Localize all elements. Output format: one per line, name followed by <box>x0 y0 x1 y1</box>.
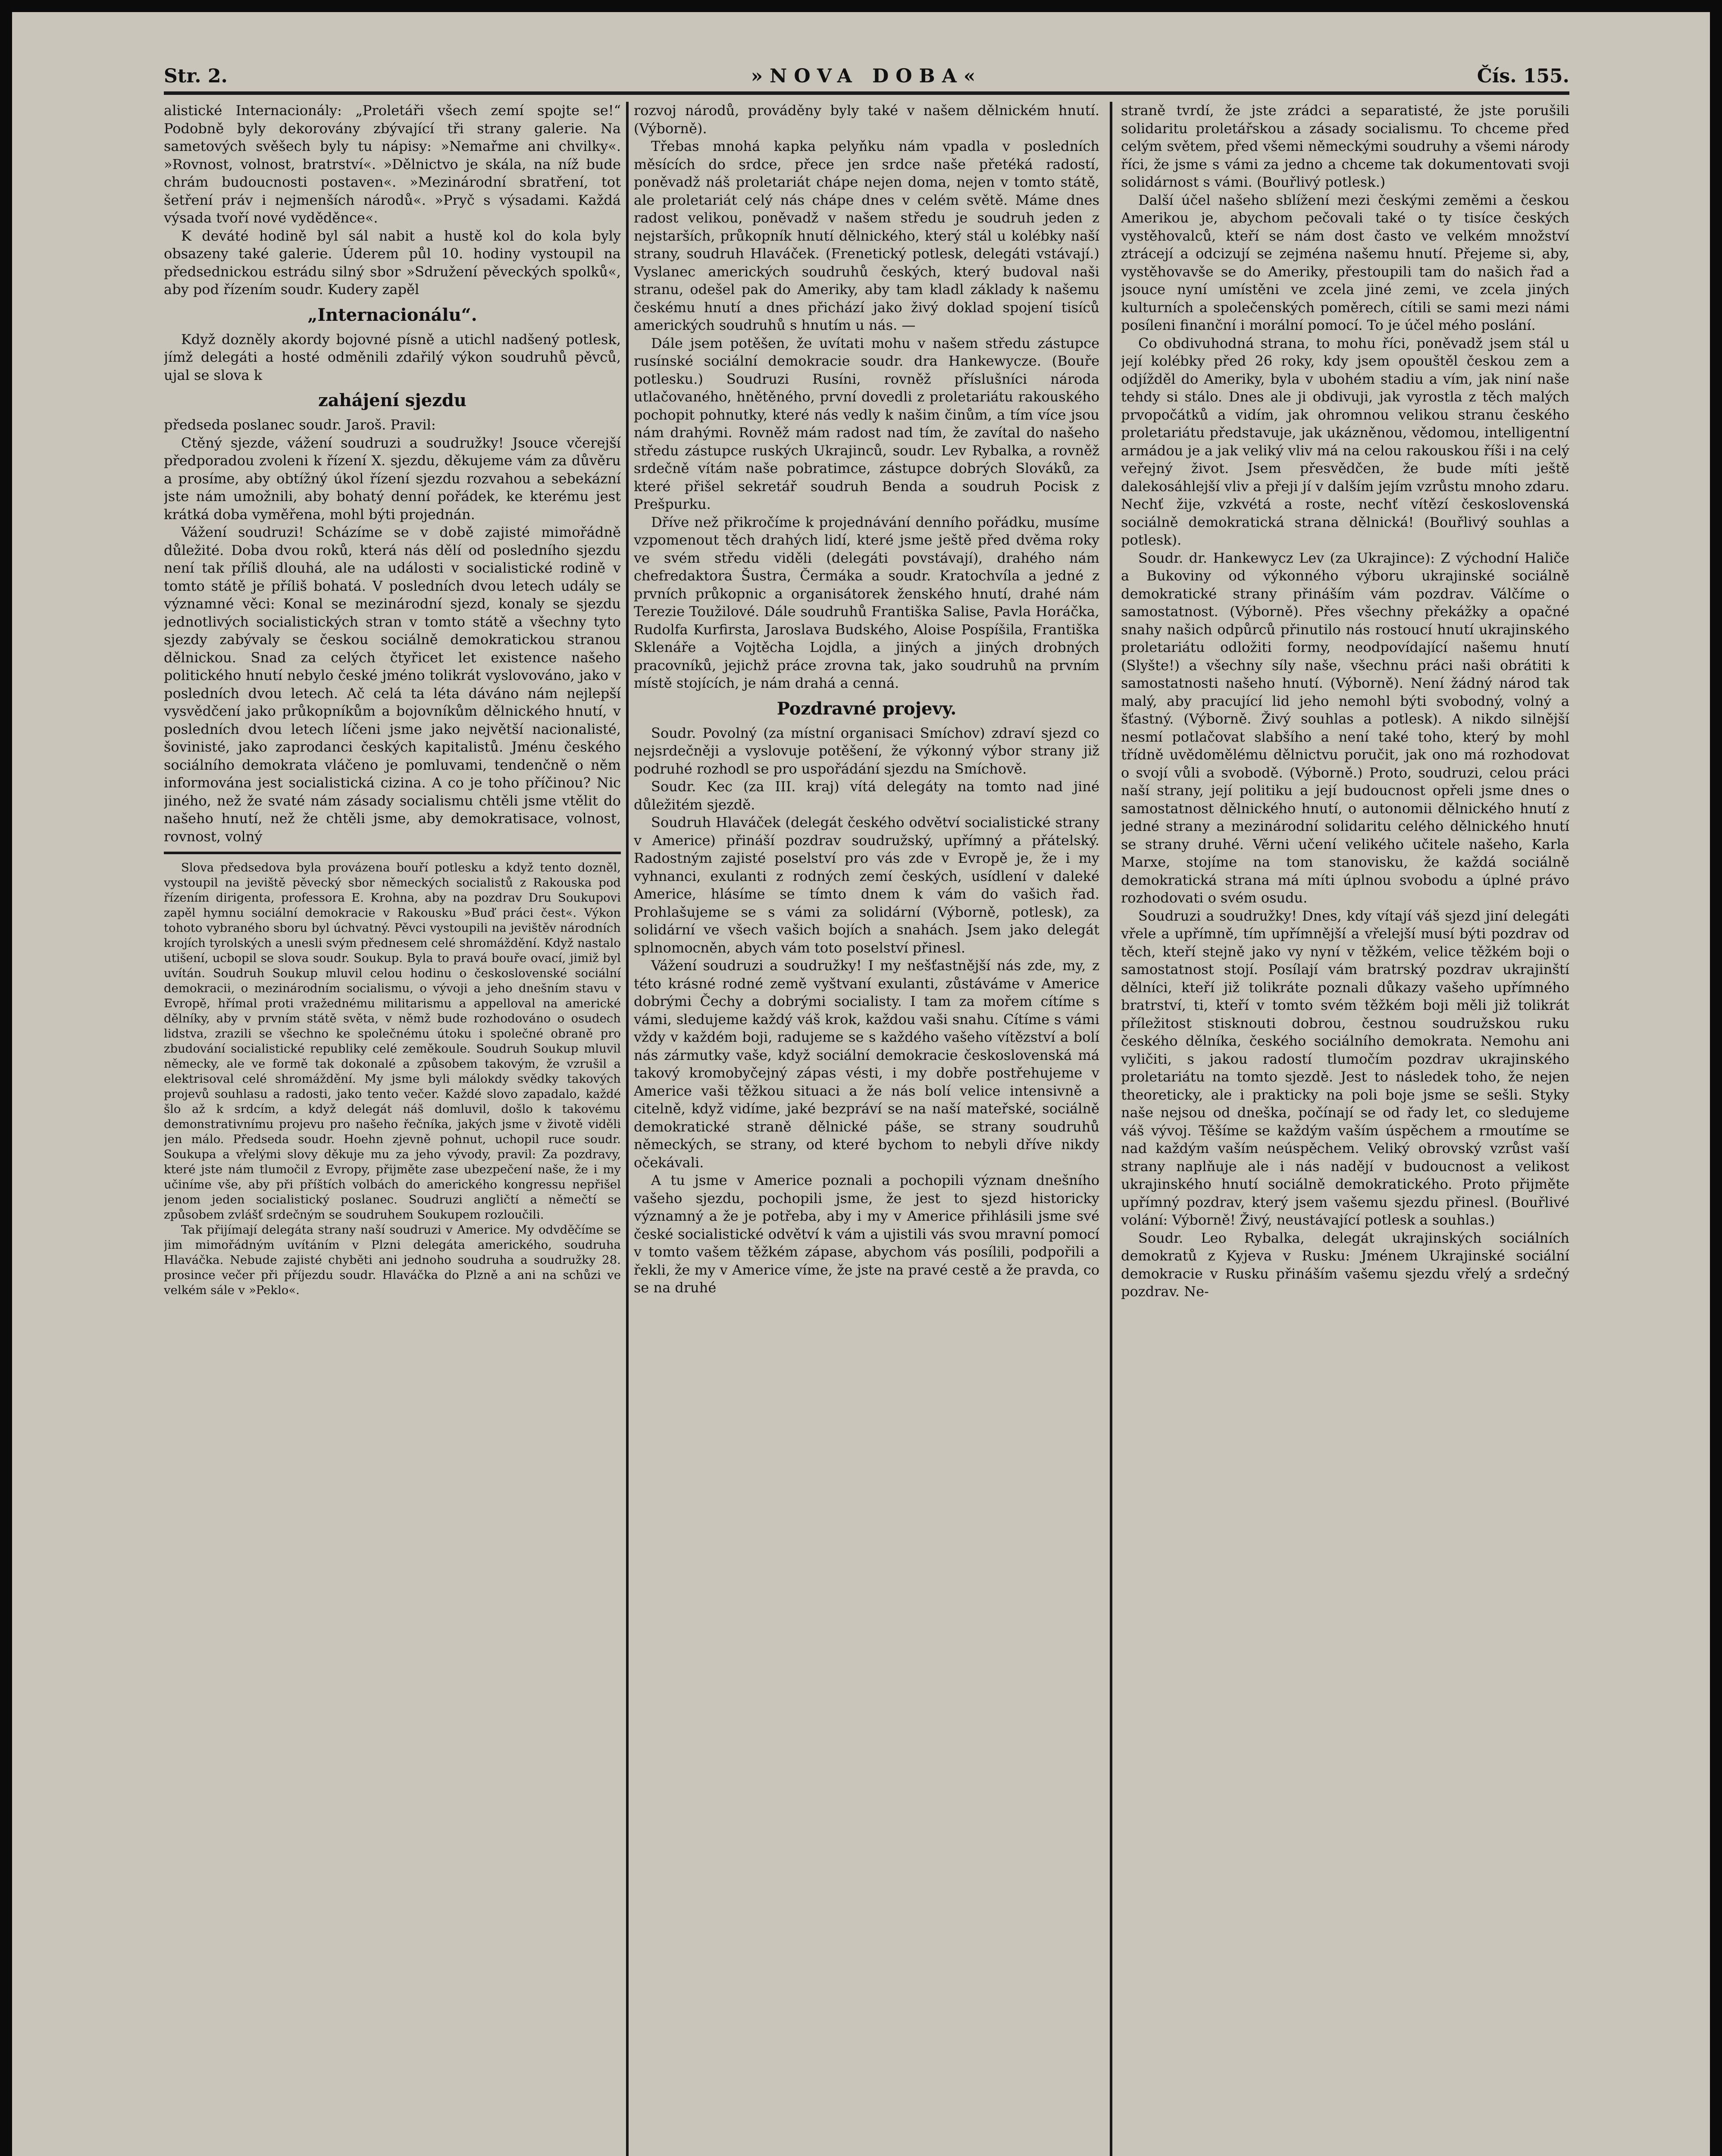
paragraph: Soudr. dr. Hankewycz Lev (za Ukrajince): Z východní Haliče a Bukoviny od výkonného výboru ukrajinské sociálně demokratické strany přináším vám pozdrav. Válčíme o samostatnost. (Výborně). Přes všechny překážky a opačné snahy našich odpůrců přinutilo nás rostoucí hnutí ukrajinského proletariátu odložiti formy, neodpovídající našemu hnutí (Slyšte!) a všechny síly naše, všechnu práci naši obrátiti k samostatnosti našeho hnutí. (Výborně). Není žádný národ tak malý, aby pracující lid jeho nemohl býti svobodný, volný a šťastný. (Výborně. Živý souhlas a potlesk). A nikdo silnější nesmí potlačovat slabšího a není také toho, který by mohl třídně uvědomělému dělnictvu poručit, jak ono má rozhodovat o svojí vůli a svobodě. (Výborně.) Proto, soudruzi, celou práci naší strany, její politiku a její budoucnost opřeli jsme dnes o samostatnost dělnického hnutí, o autonomii dělnického hnutí z jedné strany a mezinárodní solidaritu celého dělnického hnutí se strany druhé. Věrni učení velikého učitele našeho, Karla Marxe, stojíme na tom stanovisku, že každá sociálně demokratická strana má míti úplnou svobodu a úplné právo rozhodovati o svém osudu. <box>1121 549 1569 906</box>
paragraph: předseda poslanec soudr. Jaroš. Pravil: <box>164 417 436 433</box>
column-3 <box>1121 102 1569 2156</box>
page-number: Str. 2. <box>164 65 228 87</box>
paragraph: Soudruh Hlaváček (delegát českého odvětví socialistické strany v Americe) přináší pozdrav soudružský, upřímný a přátelský. Radostným zajisté poselství pro vás zde v Evropě je, že i my vyhnanci, exulanti z rodných zemí českých, usídlení v daleké Americe, hlásíme se tímto dnem k vám do vašich řad. Prohlašujeme se s vámi za solidární (Výborně, potlesk), za solidární ve všech vašich bojích a snahách. Jsem jako delegát splnomocněn, abych vám toto poselství přinesl. <box>634 814 1099 956</box>
paragraph: rozvoj národů, prováděny byly také v našem dělnickém hnutí. (Výborně). <box>634 102 1099 137</box>
section-rule <box>164 852 621 854</box>
column-2 <box>634 102 1099 2156</box>
header-rule <box>164 91 1569 95</box>
paragraph: Když dozněly akordy bojovné písně a utichl nadšený potlesk, jímž delegáti a hosté odměnili zdařilý výkon soudruhů pěvců, ujal se slova k <box>164 331 621 383</box>
small-print-block <box>164 860 621 1298</box>
newspaper-title: »NOVA DOBA« <box>751 65 983 87</box>
paragraph: Tak přijímají delegáta strany naší soudruzi v Americe. My odvděčíme se jim mimořádným uvítáním v Plzni delegáta amerického, soudruha Hlaváčka. Nebude zajisté chyběti ani jednoho soudruha a soudružky 28. prosince večer při příjezdu soudr. Hlaváčka do Plzně a ani na schůzi ve velkém sále v »Peklo«. <box>164 1223 621 1297</box>
paragraph: straně tvrdí, že jste zrádci a separatisté, že jste porušili solidaritu proletářskou a zásady socialismu. To chceme před celým světem, před všemi německými soudruhy a všemi národy říci, že jsme s vámi za jedno a chceme tak dokumentovati svoji solidárnost s vámi. (Bouřlivý potlesk.) <box>1121 102 1569 190</box>
section-heading: zahájení sjezdu <box>318 390 467 411</box>
section-heading: „Internacionálu“. <box>307 304 477 325</box>
paragraph: Ctěný sjezde, vážení soudruzi a soudružky! Jsouce včerejší předporadou zvoleni k řízení X. sjezdu, děkujeme vám za důvěru a prosíme, aby obtížný úkol řízení sjezdu rozvahou a sebekázní jste nám umožnili, aby bohatý denní pořádek, ke kterému jest krátká doba vyměřena, mohl býti projednán. <box>164 434 621 523</box>
paragraph: alistické Internacionály: „Proletáři všech zemí spojte se!“ Podobně byly dekorovány zbývající tři strany galerie. Na sametových svěšech byly tu nápisy: »Nemařme ani chvilky«. »Rovnost, volnost, bratrství«. »Dělnictvo je skála, na níž bude chrám budoucnosti postaven«. »Mezinárodní sbratření, tot šetření práv i nejmenších národů«. »Pryč s výsadami. Každá výsada tvoří nové vyděděnce«. <box>164 102 621 226</box>
paragraph: A tu jsme v Americe poznali a pochopili význam dnešního vašeho sjezdu, pochopili jsme, že jest to sjezd historicky významný a že je potřeba, aby i my v Americe přihlásili jsme své české socialistické odvětví k vám a ujistili vás svou mravní pomocí v tomto vašem těžkém zápase, abychom vás posílili, podpořili a řekli, že my v Americe víme, že jste na pravé cestě a že pravda, co se na druhé <box>634 1172 1099 1296</box>
column-divider <box>626 102 629 2156</box>
page-header <box>164 64 1569 89</box>
section-heading: Pozdravné projevy. <box>776 698 957 719</box>
paragraph: Další účel našeho sblížení mezi českými zeměmi a českou Amerikou je, abychom pečovali také o ty tisíce českých vystěhovalců, kteří se nám dost často ve velkém množství ztrácejí a odcizují se zejména našemu hnutí. Přejeme si, aby, vystěhovavše se do Ameriky, přestoupili tam do našich řad a jsouce nyní umístěni ve zcela jiné zemi, ve zcela jiných kulturních a společenských poměrech, cítili se sami mezi námi posíleni finanční i morální pomocí. To je účel mého poslání. <box>1121 191 1569 333</box>
paragraph: Slova předsedova byla provázena bouří potlesku a když tento dozněl, vystoupil na jeviště pěvecký sbor německých socialistů z Rakouska pod řízením dirigenta, professora E. Krohna, aby na pozdrav Dru Soukupovi zapěl hymnu sociální demokracie v Rakousku »Buď práci čest«. Výkon tohoto vybraného sboru byl úchvatný. Pěvci vystoupili na jevištěv národních krojích tyrolských a unesli svým přednesem celé shromáždění. Když nastalo utišení, ucbopil se slova soudr. Soukup. Byla to pravá bouře ovací, jimiž byl uvítán. Soudruh Soukup mluvil celou hodinu o československé sociální demokracii, o mezinárodním socialismu, o vývoji a jeho dnešním stavu v Evropě, hřímal proti vražednému militarismu a appelloval na americké dělníky, aby v prvním státě světa, v němž bude rozhodováno o osudech lidstva, zrazili se všechno ke společnému útoku i společné obraně pro zbudování socialistické republiky celé zeměkoule. Soudruh Soukup mluvil německy, ale ve formě tak dokonalé a způsobem takovým, že vzrušil a elektrisoval celé shromáždění. My jsme byli málokdy svědky takových projevů souhlasu a radosti, jako tento večer. Každé slovo zapadalo, každé šlo až k srdcím, a když delegát náš domluvil, došlo k takovému demonstrativnímu projevu pro našeho řečníka, jakých jsme v životě viděli jen málo. Předseda soudr. Hoehn zjevně pohnut, uchopil ruce soudr. Soukupa a vřelými slovy děkuje mu za jeho vývody, pravil: Za pozdravy, které jste nám tlumočil z Evropy, přijměte zase ubezpečení naše, že i my učiníme vše, aby při příštích volbách do amerického kongressu nepřišel jenom jeden socialistický poslanec. Soudruzi angličtí a němečtí se způsobem zvlášť srdečným se soudruhem Soukupem rozloučili. <box>164 861 621 1222</box>
issue-number: Čís. 155. <box>1477 65 1569 87</box>
paragraph: Soudr. Povolný (za místní organisaci Smíchov) zdraví sjezd co nejsrdečněji a vyslovuje potěšení, že výkonný výbor strany již podruhé rozhodl se pro uspořádání sjezdu na Smíchově. <box>634 724 1099 777</box>
paragraph: Soudruzi a soudružky! Dnes, kdy vítají váš sjezd jiní delegáti vřele a upřímně, tím upřímnější a vřelejší musí býti pozdrav od těch, kteří stejně jako vy nyní v těžkém, velice těžkém boji o samostatnost stojí. Posílají vám bratrský pozdrav ukrajinští dělníci, kteří již tolikráte poznali důkazy vašeho upřímného bratrství, ti, kteří v tomto svém těžkém boji měli již tolikrát příležitost stisknouti dobrou, čestnou soudružskou ruku českého dělníka, českého sociálního demokrata. Nemohu ani vyličiti, s jakou radostí tlumočím pozdrav ukrajinského proletariátu na tomto sjezdě. Jest to následek toho, že nejen theoreticky, ale i prakticky na poli boje jsme se sešli. Styky naše nejsou od dneška, počínají se od řady let, co sledujeme váš vývoj. Těšíme se každým vaším úspěchem a rmoutíme se nad každým vaším neúspěchem. Veliký obrovský vzrůst vaší strany naplňuje ale i nás nadějí v budoucnost a velikost ukrajinského hnutí sociálně demokratického. Proto přijměte upřímný pozdrav, který jsem vašemu sjezdu přinesl. (Bouřlivé volání: Výborně! Živý, neustávající potlesk a souhlas.) <box>1121 907 1569 1228</box>
column-1 <box>164 102 621 2156</box>
paragraph: Dříve než přikročíme k projednávání denního pořádku, musíme vzpomenout těch drahých lidí, které jsme ještě před dvěma roky ve svém středu viděli (delegáti povstávají), drahého nám chefredaktora Šustra, Čermáka a soudr. Kratochvíla a jedné z prvních průkopnic a organisátorek ženského hnutí, drahé nám Terezie Toužilové. Dále soudruhů Františka Salise, Pavla Horáčka, Rudolfa Kurfirsta, Jaroslava Budského, Aloise Pospíšila, Františka Sklenáře a Vojtěcha Lojdla, a jiných a jiných drobných pracovníků, jejichž práce zrovna tak, jako soudruhů na prvním místě stojících, je nám drahá a cenná. <box>634 514 1099 691</box>
paragraph: Soudr. Leo Rybalka, delegát ukrajinských sociálních demokratů z Kyjeva v Rusku: Jménem Ukrajinské sociální demokracie v Rusku přináším vašemu sjezdu vřelý a srdečný pozdrav. Ne- <box>1121 1229 1569 1300</box>
paragraph: Dále jsem potěšen, že uvítati mohu v našem středu zástupce rusínské sociální demokracie soudr. dra Hankewycze. (Bouře potlesku.) Soudruzi Rusíni, rovněž příslušníci národa utlačovaného, hnětěného, první dovedli z proletariátu rakouského pochopit pohnutky, které nás vedly k našim činům, a tím více jsou nám drahými. Rovněž mám radost nad tím, že zavítal do našeho středu zástupce ruských Ukrajinců, soudr. Lev Rybalka, a rovněž srdečně vítám naše pobratimce, zástupce dobrých Slováků, za které přišel sekretář soudruh Benda a soudruh Pocisk z Prešpurku. <box>634 335 1099 512</box>
paragraph: K deváté hodině byl sál nabit a hustě kol do kola byly obsazeny také galerie. Úderem půl 10. hodiny vystoupil na předsednickou estrádu silný sbor »Sdružení pěveckých spolků«, aby pod řízením soudr. Kudery zapěl <box>164 227 621 298</box>
paragraph: Třebas mnohá kapka pelyňku nám vpadla v posledních měsících do srdce, přece jen srdce naše přetéká radostí, poněvadž náš proletariát chápe nejen doma, nejen v tomto státě, ale proletariát celý nás chápe dnes v celém světě. Máme dnes radost velikou, poněvadž v našem středu je soudruh jeden z nejstarších, průkopník hnutí dělnického, který stál u kolébky naší strany, soudruh Hlaváček. (Frenetický potlesk, delegáti vstávají.) Vyslanec amerických soudruhů českých, který budoval naši stranu, odešel pak do Ameriky, aby tam kladl základy k našemu českému hnutí a dnes přichází jako živý doklad spojení tisíců amerických soudruhů s hnutím u nás. — <box>634 138 1099 333</box>
column-divider <box>1110 102 1112 2156</box>
paragraph: Co obdivuhodná strana, to mohu říci, poněvadž jsem stál u její kolébky před 26 roky, kdy jsem opouštěl českou zem a odjížděl do Ameriky, byla v ubohém stadiu a vím, jak niní naše tehdy si stálo. Dnes ale ji obdivuji, jak vyrostla z těch malých prvopočátků a vidím, jak ohromnou velikou stranu českého proletariátu představuje, jak ukázněnou, vědomou, intelligentní armádou je a jak veliký vliv má na celou rakouskou říši i na celý veřejný život. Jsem přesvědčen, že bude míti ještě dalekosáhlejší vliv a přeji jí v dalším jejím vzrůstu mnoho zdaru. Nechť žije, vzkvétá a roste, nechť vítězí československá sociálně demokratická strana dělnická! (Bouřlivý souhlas a potlesk). <box>1121 335 1569 548</box>
paragraph: Vážení soudruzi a soudružky! I my nešťastnější nás zde, my, z této krásné rodné země vyštvaní exulanti, zůstáváme v Americe dobrými Čechy a dobrými socialisty. I tam za mořem cítíme s vámi, sledujeme každý váš krok, každou vaši snahu. Cítíme s vámi vždy v každém boji, radujeme se s každého vašeho vítězství a bolí nás zármutky vaše, když sociální demokracie československá má takový kromobyčejný zápas vésti, i my dobře postřehujeme v Americe vaši těžkou situaci a že nás bolí velice intensivně a citelně, když vidíme, jaké bezpráví se na naší mateřské, sociálně demokratické straně dělnické páše, se strany soudruhů německých, se strany, od které bychom to nebyli dříve nikdy očekávali. <box>634 957 1099 1171</box>
paragraph: Soudr. Kec (za III. kraj) vítá delegáty na tomto nad jiné důležitém sjezdě. <box>634 778 1099 813</box>
paragraph: Vážení soudruzi! Scházíme se v době zajisté mimořádně důležité. Doba dvou roků, která nás dělí od posledního sjezdu není tak příliš dlouhá, ale na události v socialistické rodině v tomto státě je příliš bohatá. V posledních dvou letech udály se významné věci: Konal se mezinárodní sjezd, konaly se sjezdu jednotlivých socialistických stran v tomto státě a všechny tyto sjezdy zabývaly se českou sociálně demokratickou stranou dělnickou. Snad za celých čtyřicet let existence našeho politického hnutí nebylo české jméno tolikrát vyslovováno, jako v posledních dvou letech. Ač celá ta léta dáváno nám nejlepší vysvědčení jako průkopníkům a bojovníkům dělnického hnutí, v posledních dvou letech líčeni jsme jako největší nacionalisté, šovinisté, jako zaprodanci českých kapitalistů. Jménu českého sociálního demokrata vláčeno je pomluvami, tendenčně o něm informována jest socialistická cizina. A co je toho příčinou? Nic jiného, než že svaté nám zásady socialismu chtěli jsme vtělit do našeho hnutí, než že chtěli jsme, aby demokratisace, volnost, rovnost, volný <box>164 524 621 845</box>
